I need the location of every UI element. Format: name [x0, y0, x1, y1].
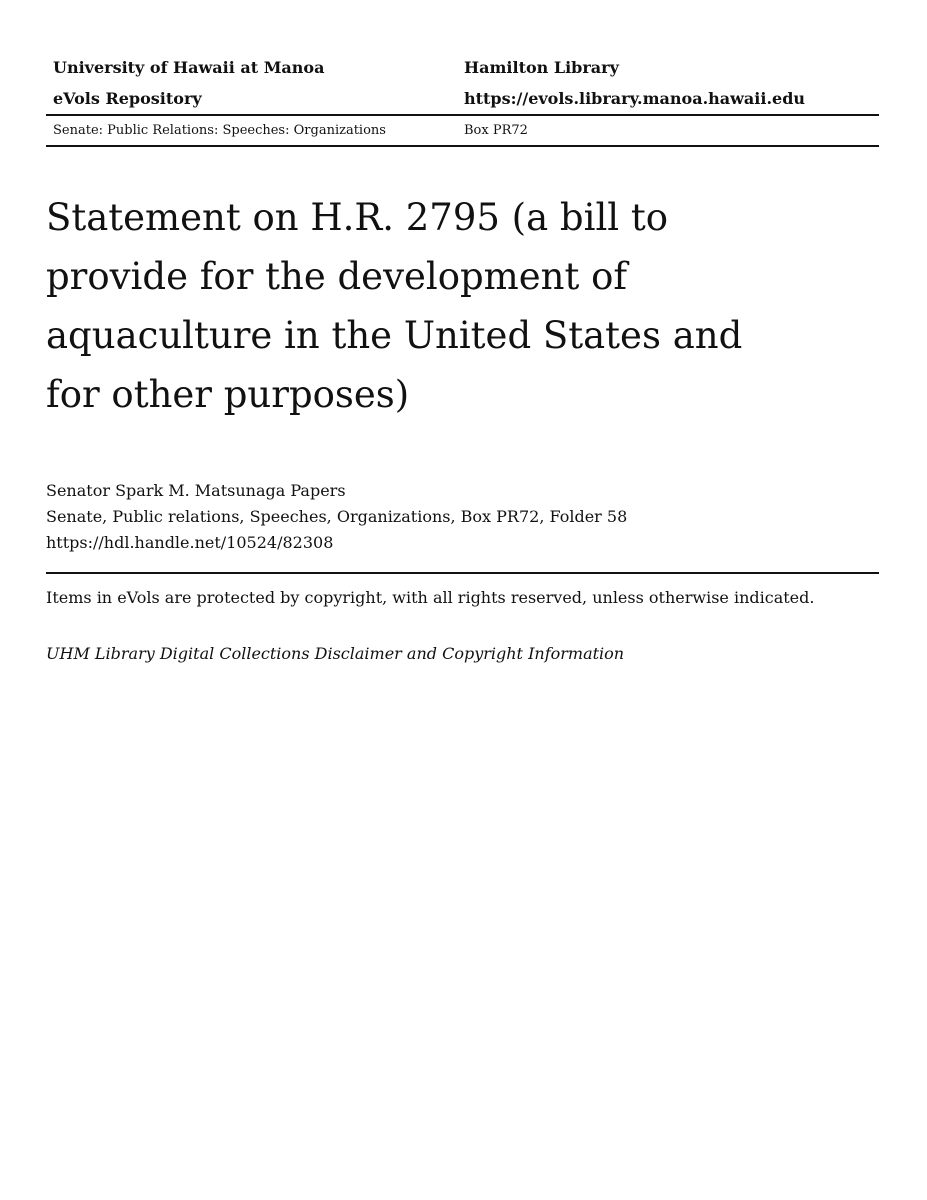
document-title: Statement on H.R. 2795 (a bill to provide for the development of aquaculture in the United States and for other purposes) — [46, 196, 743, 416]
header-row-1 — [46, 52, 879, 83]
copyright-notice: Items in eVols are protected by copyright, with all rights reserved, unless otherwise indicated. — [46, 588, 815, 607]
handle-link[interactable]: https://hdl.handle.net/10524/82308 — [46, 533, 334, 552]
document-header — [46, 52, 879, 147]
folder-location: Senate, Public relations, Speeches, Organizations, Box PR72, Folder 58 — [46, 507, 628, 526]
document-metadata — [46, 478, 627, 556]
collection-path: Senate: Public Relations: Speeches: Organizations — [53, 123, 386, 138]
papers-collection: Senator Spark M. Matsunaga Papers — [46, 481, 346, 500]
header-row-3 — [46, 116, 879, 145]
repository-name: eVols Repository — [53, 89, 202, 108]
box-label: Box PR72 — [464, 123, 528, 138]
metadata-divider — [46, 572, 879, 574]
header-divider-bottom — [46, 145, 879, 147]
header-row-2 — [46, 83, 879, 114]
library-name: Hamilton Library — [464, 58, 619, 77]
institution-name: University of Hawaii at Manoa — [53, 58, 325, 77]
repository-url[interactable]: https://evols.library.manoa.hawaii.edu — [464, 89, 806, 108]
disclaimer-link[interactable]: UHM Library Digital Collections Disclaimer and Copyright Information — [46, 644, 625, 663]
